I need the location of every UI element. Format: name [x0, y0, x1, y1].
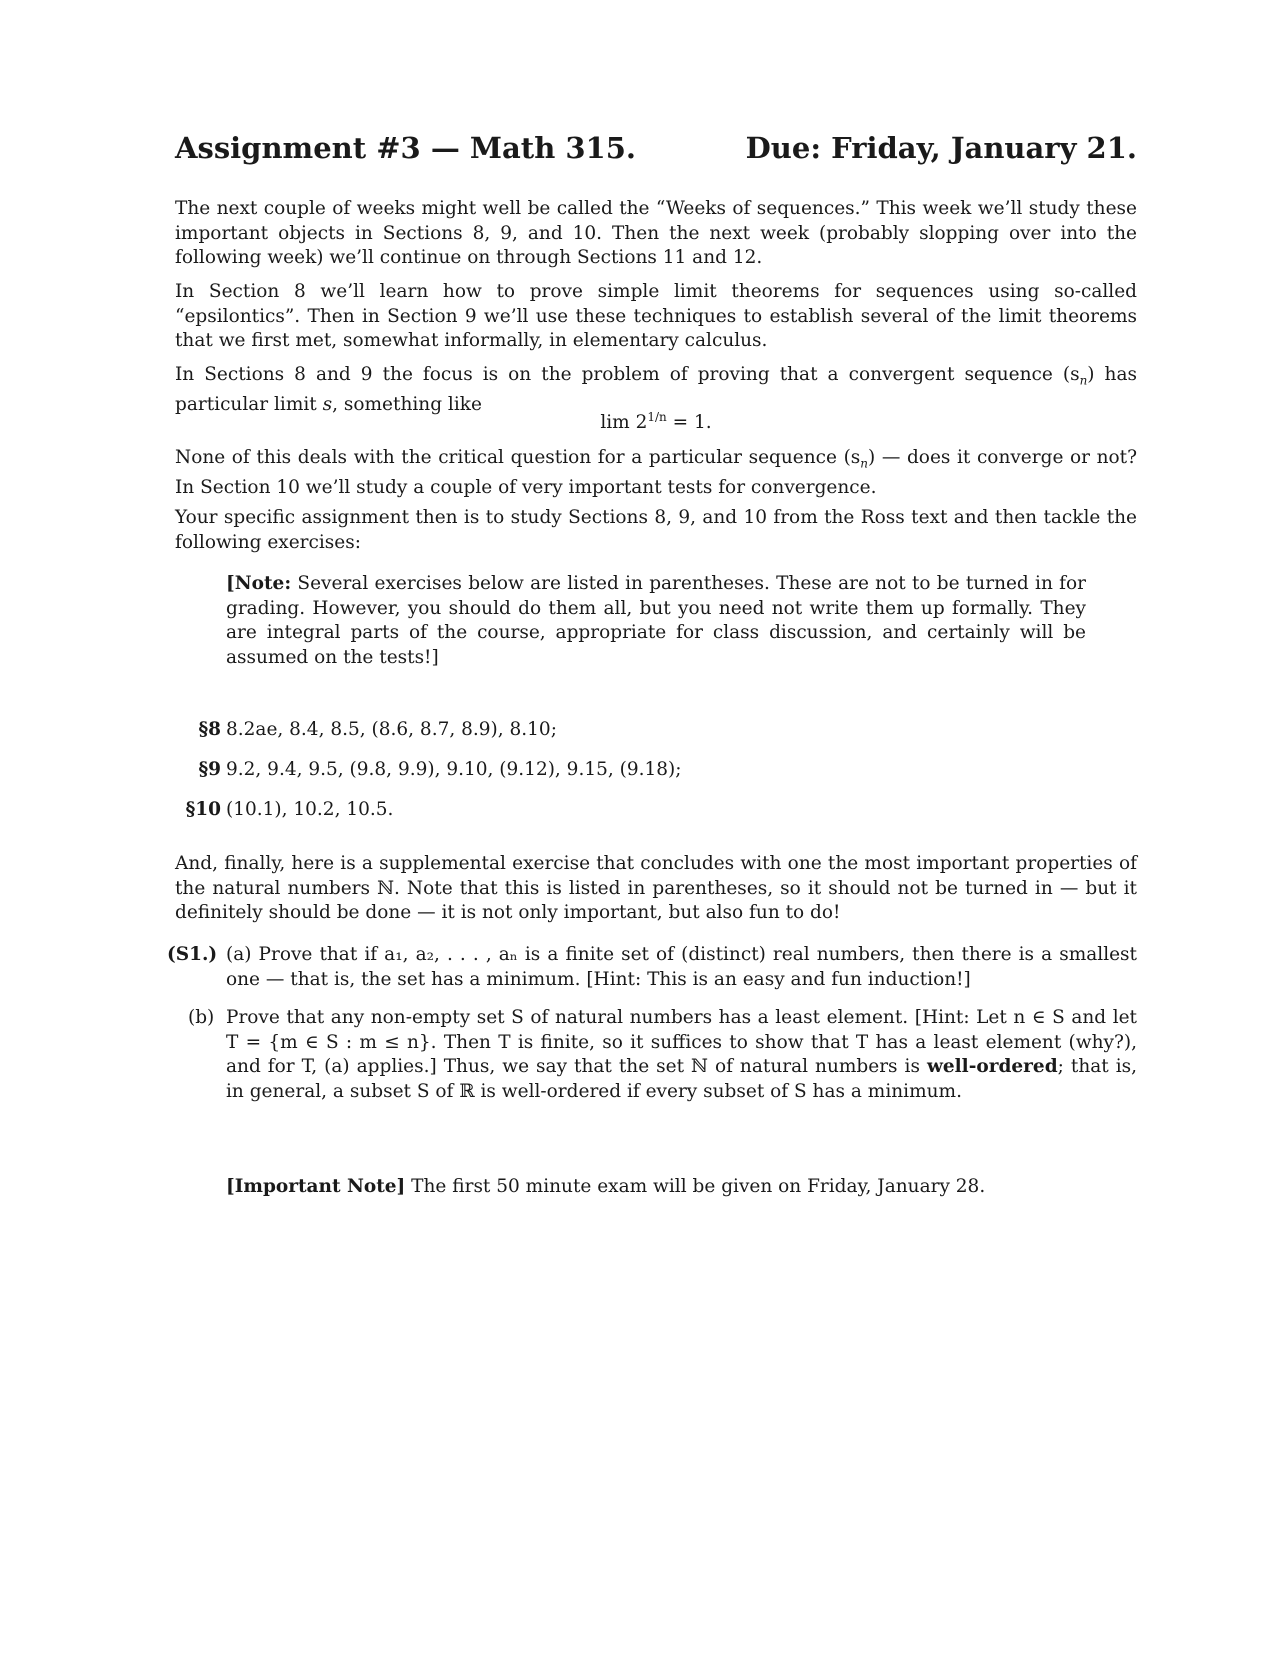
due-date: Due: Friday, January 21. — [745, 131, 1137, 165]
paragraph-convergence-focus: In Sections 8 and 9 the focus is on the problem of proving that a convergent sequence $(s_n)$ has particular limit s, something like — [175, 364, 1137, 416]
paragraph-assignment: Your specific assignment then is to study Sections 8, 9, and 10 from the Ross text and then tackle the following exercises: — [175, 507, 1137, 553]
exercise-row-section-8: §8 8.2ae, 8.4, 8.5, (8.6, 8.7, 8.9), 8.10; — [198, 719, 557, 740]
well-ordered-term: well-ordered — [926, 1056, 1058, 1077]
paragraph-intro: The next couple of weeks might well be called the “Weeks of sequences.” This week we’ll study these important objects in Sections 8, 9, and 10. Then the next week (probably slopping over into the following week) we’ll continue on through Sections 11 and 12. — [175, 198, 1137, 268]
note-block: [Note: Several exercises below are listed in parentheses. These are not to be turned in for grading. However, you should do them all, but you need not write them up formally. They are integral parts of the course, appropriate for class discussion, and certainly will be assumed on the tests!] — [226, 573, 1086, 668]
paragraph-sections-8-9: In Section 8 we’ll learn how to prove simple limit theorems for sequences using so-called “epsilontics”. Then in Section 9 we’ll use these techniques to establish several of the limit theorems that we first met, somewhat informally, in elementary calculus. — [175, 281, 1137, 351]
page-header — [175, 131, 1137, 165]
paragraph-supplemental: And, finally, here is a supplemental exercise that concludes with one the most important properties of the natural numbers ℕ. Note that this is listed in parentheses, so it should not be turned in — but it definitely should be done — it is not only important, but also fun to do! — [175, 853, 1137, 923]
exercise-s1-label: (S1.) — [167, 944, 218, 965]
exercise-row-section-9: §9 9.2, 9.4, 9.5, (9.8, 9.9), 9.10, (9.12), 9.15, (9.18); — [198, 759, 682, 780]
limit-formula: $\lim 2^{1/n} = 1$. — [600, 410, 712, 434]
exercise-s1-part-b: (b) Prove that any non-empty set S of natural numbers has a least element. [Hint: Let n ∈ S and let T = {m ∈ S : m ≤ n}. Then T is finite, so it suffices to show that T has a least element (why?), and for T, (a) applies.] Thus, we say that the set ℕ of natural numbers is well-ordered; that is, in general, a subset S of ℝ is well-ordered if every subset of S has a minimum. — [188, 1007, 1137, 1102]
important-note: [Important Note] The first 50 minute exam will be given on Friday, January 28. — [226, 1176, 986, 1197]
part-b-label: (b) — [188, 1007, 215, 1028]
paragraph-section-10: None of this deals with the critical question for a particular sequence $(s_n)$ — does it converge or not? In Section 10 we’ll study a couple of very important tests for convergence. — [175, 447, 1137, 499]
important-note-label: [Important Note] — [226, 1176, 406, 1197]
exercise-s1-part-a: (S1.) (a) Prove that if a₁, a₂, . . . , aₙ is a finite set of (distinct) real numbers, then there is a smallest one — that is, the set has a minimum. [Hint: This is an easy and fun induction!] — [167, 944, 1137, 990]
note-label: [Note: — [226, 573, 292, 594]
assignment-title: Assignment #3 — Math 315. — [175, 131, 637, 165]
exercise-row-section-10: §10 (10.1), 10.2, 10.5. — [185, 799, 394, 820]
